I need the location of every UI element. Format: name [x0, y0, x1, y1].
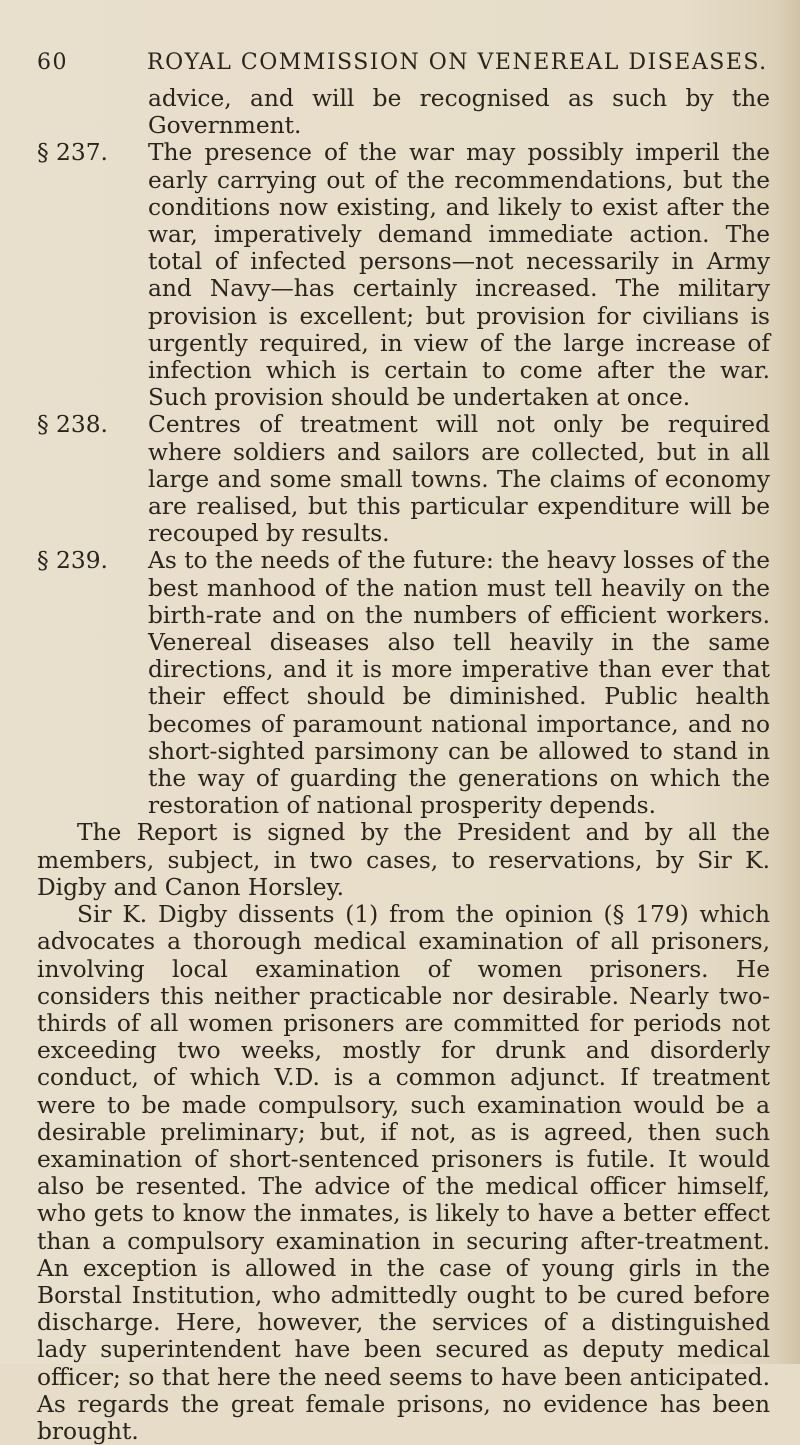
section-number: § 237.: [37, 139, 108, 167]
section-239: [37, 547, 770, 819]
section-text: Centres of treatment will not only be required where soldiers and sailors are collected, but in all large and some small towns. The claims of economy are realised, but this particular expenditure will be recouped by results.: [148, 411, 770, 548]
section-number: § 239.: [37, 547, 108, 575]
paragraph-digby-dissent: Sir K. Digby dissents (1) from the opinion (§ 179) which advocates a thorough medical examination of all prisoners, involving local examination of women prisoners. He considers this neither practicable nor desirable. Nearly two-thirds of all women prisoners are committed for periods not exceeding two weeks, mostly for drunk and disorderly conduct, of which V.D. is a common adjunct. If treatment were to be made compulsory, such examination would be a desirable preliminary; but, if not, as is agreed, then such examination of short-sentenced prisoners is futile. It would also be resented. The advice of the medical officer himself, who gets to know the inmates, is likely to have a better effect than a compulsory examination in securing after-treatment. An exception is allowed in the case of young girls in the Borstal Institution, who admittedly ought to be cured before discharge. Here, however, the services of a distinguished lady superintendent have been secured as deputy medical officer; so that here the need seems to have been anticipated. As regards the great female prisons, no evidence has been brought.: [37, 901, 770, 1445]
section-238: [37, 411, 770, 547]
section-text: The presence of the war may possibly imperil the early carrying out of the recommendations, but the conditions now existing, and likely to exist after the war, imperatively demand immediate action. The total of infected persons—not necessarily in Army and Navy—has certainly increased. The military provision is excellent; but provision for civilians is urgently required, in view of the large increase of infection which is certain to come after the war. Such provision should be undertaken at once.: [148, 139, 770, 412]
paragraph-report-signed: The Report is signed by the President and by all the members, subject, in two cases, to reservations, by Sir K. Digby and Canon Horsley.: [37, 819, 770, 901]
page-header: [37, 50, 768, 80]
running-title: ROYAL COMMISSION ON VENEREAL DISEASES.: [147, 50, 768, 75]
section-237: [37, 139, 770, 411]
section-continuation: [37, 85, 770, 139]
section-text: advice, and will be recognised as such by the Government.: [148, 85, 770, 140]
section-number: § 238.: [37, 411, 108, 439]
page-body: [37, 85, 770, 1445]
page-number: 60: [37, 50, 68, 75]
section-text: As to the needs of the future: the heavy losses of the best manhood of the nation must tell heavily on the birth-rate and on the numbers of efficient workers. Venereal diseases also tell heavily in the same directions, and it is more imperative than ever that their effect should be diminished. Public health becomes of paramount national importance, and no short-sighted parsimony can be allowed to stand in the way of guarding the generations on which the restoration of national prosperity depends.: [148, 547, 770, 820]
